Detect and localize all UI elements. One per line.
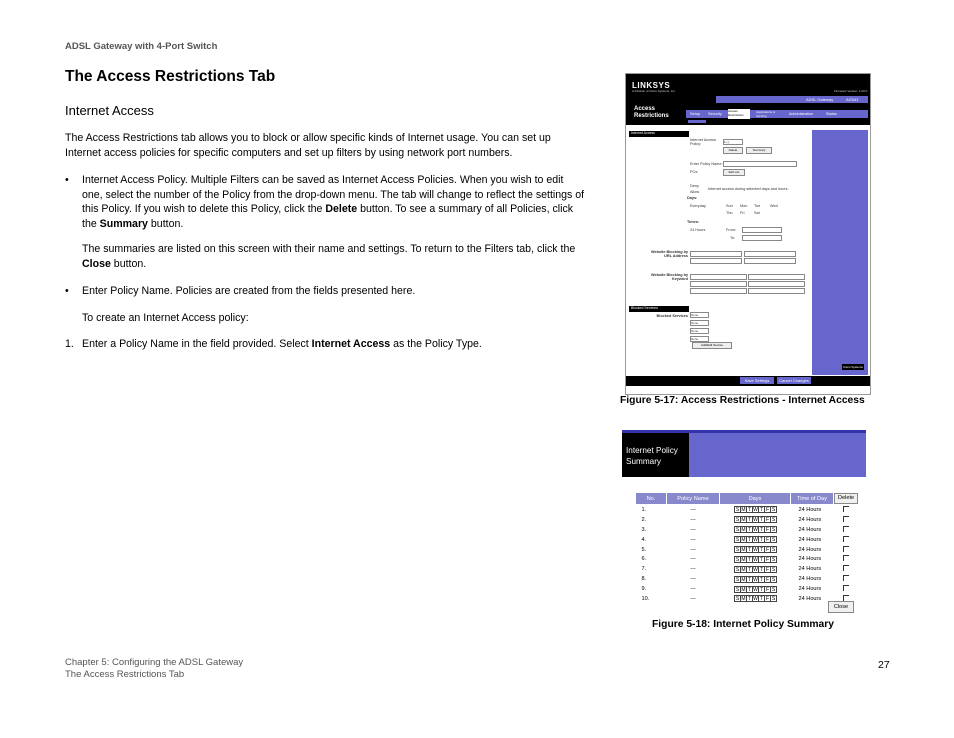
day-box: S [735,596,740,603]
url-input-3[interactable] [690,258,742,264]
row-time-of-day: 24 Hours [798,566,822,573]
day-box: S [771,537,776,544]
delete-checkbox[interactable] [843,555,849,561]
day-fri[interactable]: Fri [740,211,745,215]
menu-security[interactable]: Security [708,112,722,116]
row-days [720,554,791,564]
footer-section: The Access Restrictions Tab [65,669,185,680]
figure-5-17-caption: Figure 5-17: Access Restrictions - Internet Access [620,395,865,406]
day-wed[interactable]: Wed [770,204,778,208]
row-number: 9. [641,586,647,593]
row-policy-name: --- [690,536,696,543]
delete-checkbox[interactable] [843,536,849,542]
table-row [636,564,859,574]
col-days: Days [720,493,791,505]
row-number: 8. [641,576,647,583]
row-delete-cell [834,505,859,515]
day-box: S [771,556,776,563]
from-label: From: [726,228,736,232]
day-box: W [753,556,758,563]
day-box: M [741,586,746,593]
sidebar-url-blocking: Website Blocking by URL Address [650,250,688,258]
day-mon[interactable]: Mon [740,204,748,208]
step-1: Enter a Policy Name in the field provided. Select Internet Access as the Policy Type. [82,338,482,350]
row-policy-name: --- [690,506,696,513]
day-box: M [741,537,746,544]
right-blue-panel [812,130,868,375]
keyword-input-5[interactable] [690,288,747,294]
day-box: W [753,547,758,553]
policy-name-label: Enter Policy Name: [690,162,723,166]
keyword-input-4[interactable] [748,281,805,287]
bullet-marker: • [65,174,69,186]
row-days [720,584,791,594]
row-number: 4. [641,536,647,543]
row-policy-name: --- [690,566,696,573]
row-number: 3. [641,526,647,533]
row-time-of-day: 24 Hours [798,516,822,523]
day-box: T [759,556,764,563]
from-time-select[interactable] [742,227,782,233]
day-box: T [759,507,764,514]
menu-administration[interactable]: Administration [789,112,814,116]
cisco-logo: Cisco Systems [843,365,863,369]
day-box: S [771,507,776,514]
day-box: F [765,517,770,524]
row-days [720,564,791,574]
figure-access-restrictions-screenshot [625,73,871,395]
col-delete [834,493,859,505]
bullet-enter-policy-name: Enter Policy Name. Policies are created from the fields presented here. [82,285,416,297]
row-time-of-day: 24 Hours [798,595,822,602]
row-time-of-day: 24 Hours [798,526,822,533]
day-sun[interactable]: Sun [726,204,733,208]
day-box: T [759,596,764,603]
delete-checkbox[interactable] [843,526,849,532]
model-number: AG041 [846,97,859,102]
day-box: W [753,527,758,534]
day-box: T [759,527,764,534]
day-box: T [747,596,752,603]
day-box: M [741,596,746,603]
day-box: S [771,596,776,603]
day-box: F [765,556,770,563]
day-box: M [741,576,746,583]
day-box: T [747,507,752,514]
url-input-4[interactable] [744,258,796,264]
day-box: F [765,537,770,544]
day-box: T [747,586,752,593]
figure-internet-policy-summary [622,430,866,614]
day-box: S [735,517,740,524]
row-number: 6. [641,556,647,563]
row-number: 10. [641,595,650,602]
delete-checkbox[interactable] [843,506,849,512]
day-sat[interactable]: Sat [754,211,760,215]
menu-status[interactable]: Status [826,112,837,116]
row-policy-name: --- [690,526,696,533]
service-select-4[interactable]: None [690,336,709,342]
row-days [720,594,791,604]
step-number: 1. [65,338,74,350]
row-delete-cell [834,584,859,594]
col-policy-name: Policy Name [667,493,720,505]
day-box: T [759,566,764,573]
fig-delete-button[interactable]: Delete [723,147,743,154]
row-days [720,545,791,555]
delete-checkbox[interactable] [843,565,849,571]
allow-radio[interactable]: Allow [690,190,700,194]
day-box: S [735,566,740,573]
day-box: F [765,596,770,603]
row-policy-name: --- [690,556,696,563]
day-box: S [735,527,740,534]
row-days [720,505,791,515]
row-policy-name: --- [690,576,696,583]
sidebar-blocked-services: Blocked Services [629,306,689,312]
row-time-of-day: 24 Hours [798,556,822,563]
row-delete-cell [834,545,859,555]
day-box: F [765,576,770,583]
day-box: T [759,576,764,583]
create-policy-intro: To create an Internet Access policy: [82,312,249,324]
menu-setup[interactable]: Setup [690,112,700,116]
day-box: M [741,547,746,553]
day-box: T [747,517,752,524]
24-hours-radio[interactable]: 24 Hours [690,228,706,232]
day-box: W [753,537,758,544]
delete-column-button[interactable]: Delete [834,493,858,504]
policy-summary-table [635,492,859,604]
row-delete-cell [834,564,859,574]
delete-term: Delete [325,203,358,215]
blocked-services-label: Blocked Services [656,314,688,318]
day-box: T [747,576,752,583]
section-subtitle: Internet Access [65,103,154,118]
service-select-1[interactable]: None [690,312,709,318]
row-delete-cell [834,525,859,535]
url-input-1[interactable] [690,251,742,257]
table-row [636,525,859,535]
day-box: W [753,576,758,583]
day-box: S [735,507,740,514]
add-edit-service-button[interactable]: Add/Edit Service [692,342,732,349]
row-days [720,535,791,545]
row-days [720,515,791,525]
edit-list-button[interactable]: Edit List [723,169,745,176]
row-time-of-day: 24 Hours [798,576,822,583]
linksys-logo: LINKSYS [632,81,671,90]
policy-select[interactable]: 1 ( ) [723,139,743,145]
service-select-2[interactable]: None [690,320,709,326]
row-days [720,574,791,584]
day-box: S [771,576,776,583]
day-thu[interactable]: Thu [726,211,733,215]
day-box: S [771,517,776,524]
keyword-input-3[interactable] [690,281,747,287]
row-time-of-day: 24 Hours [798,546,822,553]
service-select-3[interactable]: None [690,328,709,334]
day-box: F [765,566,770,573]
day-box: S [771,547,776,553]
summary-paragraph: The summaries are listed on this screen with their name and settings. To return to the Filters tab, click the Close button. [82,243,576,270]
row-time-of-day: 24 Hours [798,506,822,513]
delete-checkbox[interactable] [843,585,849,591]
day-box: F [765,586,770,593]
day-box: T [747,547,752,553]
day-box: S [735,576,740,583]
table-row [636,574,859,584]
close-term: Close [82,257,111,270]
day-box: S [771,566,776,573]
day-box: F [765,527,770,534]
table-row [636,554,859,564]
row-delete-cell [834,535,859,545]
day-box: M [741,517,746,524]
day-box: T [747,566,752,573]
document-header: ADSL Gateway with 4-Port Switch [65,41,218,52]
page-number: 27 [878,659,890,671]
day-box: F [765,547,770,553]
row-days [720,525,791,535]
policy-name-input[interactable] [723,161,797,167]
day-box: F [765,507,770,514]
times-label: Times: [687,220,700,224]
day-box: S [771,527,776,534]
access-restrictions-tab-title: Access Restrictions [634,106,669,119]
delete-checkbox[interactable] [843,575,849,581]
menu-access-restrictions[interactable]: Access Restrictions [728,109,750,119]
row-number: 1. [641,506,647,513]
day-box: M [741,527,746,534]
keyword-input-2[interactable] [748,274,805,280]
row-policy-name: --- [690,516,696,523]
row-policy-name: --- [690,546,696,553]
summary-term: Summary [99,217,148,230]
day-box: T [759,517,764,524]
to-time-select[interactable] [742,235,782,241]
col-time-of-day: Time of Day [791,493,834,505]
row-delete-cell [834,574,859,584]
day-box: W [753,507,758,514]
close-button[interactable]: Close [828,601,854,613]
day-box: W [753,586,758,593]
row-policy-name: --- [690,595,696,602]
row-number: 7. [641,566,647,573]
day-box: M [741,507,746,514]
gateway-label: ADSL Gateway [806,97,834,102]
logo-subtitle: A Division of Cisco Systems, Inc. [632,89,676,93]
table-row [636,505,859,515]
day-box: W [753,566,758,573]
day-box: W [753,596,758,603]
firmware-version: Firmware Version: 1.00.0 [834,89,868,93]
policy-label: Internet Access Policy: [690,138,716,146]
day-tue[interactable]: Tue [754,204,761,208]
delete-checkbox[interactable] [843,546,849,552]
day-box: S [735,586,740,593]
table-row [636,515,859,525]
everyday-checkbox[interactable]: Everyday [690,204,706,208]
row-delete-cell [834,554,859,564]
day-box: S [735,547,740,553]
day-box: T [747,537,752,544]
intro-paragraph: The Access Restrictions tab allows you to block or allow specific kinds of Internet usage. You can set up Internet access policies for specific computers and set up filters by using network port numbers. [65,132,551,159]
delete-checkbox[interactable] [843,516,849,522]
row-delete-cell [834,515,859,525]
main-menu [686,110,868,118]
sidebar-keyword-blocking: Website Blocking by Keyword [650,273,688,281]
day-box: T [759,537,764,544]
access-note: Internet access during selected days and hours. [708,187,789,191]
figure-5-18-caption: Figure 5-18: Internet Policy Summary [652,619,834,630]
deny-radio[interactable]: Deny [690,184,699,188]
keyword-input-6[interactable] [748,288,805,294]
footer [65,657,243,681]
to-label: To: [730,236,736,240]
day-box: T [759,586,764,593]
day-box: S [735,556,740,563]
day-box: M [741,556,746,563]
day-box: T [747,527,752,534]
day-box: W [753,517,758,524]
days-label: Days: [687,196,698,200]
section-title: The Access Restrictions Tab [65,68,276,85]
day-box: T [747,556,752,563]
row-time-of-day: 24 Hours [798,536,822,543]
url-input-2[interactable] [744,251,796,257]
bullet-internet-access-policy: Internet Access Policy. Multiple Filters can be saved as Internet Access Policies. When you wish to edit one, select the number of the Policy from the drop-down menu. The tab will change to reflect the settings of this Policy. If you wish to delete this Policy, click the Delete button. To see a summary of all Policies, click the Summary button. [82,174,585,230]
pcs-label: PCs: [690,170,699,174]
save-settings-button[interactable]: Save Settings [740,377,774,384]
table-row [636,584,859,594]
cancel-changes-button[interactable]: Cancel Changes [777,377,811,384]
table-row [636,545,859,555]
menu-applications-gaming[interactable]: Applications & Gaming [756,110,776,118]
row-time-of-day: 24 Hours [798,586,822,593]
footer-chapter: Chapter 5: Configuring the ADSL Gateway [65,657,244,668]
table-row [636,594,859,604]
day-box: S [771,586,776,593]
row-number: 2. [641,516,647,523]
internet-access-term: Internet Access [311,338,391,350]
row-policy-name: --- [690,586,696,593]
keyword-input-1[interactable] [690,274,747,280]
day-box: M [741,566,746,573]
sidebar-internet-access: Internet Access [629,131,689,137]
day-box: T [759,547,764,553]
row-number: 5. [641,546,647,553]
table-row [636,535,859,545]
day-box: S [735,537,740,544]
fig-summary-button[interactable]: Summary [746,147,772,154]
col-no: No. [636,493,667,505]
bullet-marker: • [65,285,69,297]
summary-title: Internet Policy Summary [622,433,689,477]
